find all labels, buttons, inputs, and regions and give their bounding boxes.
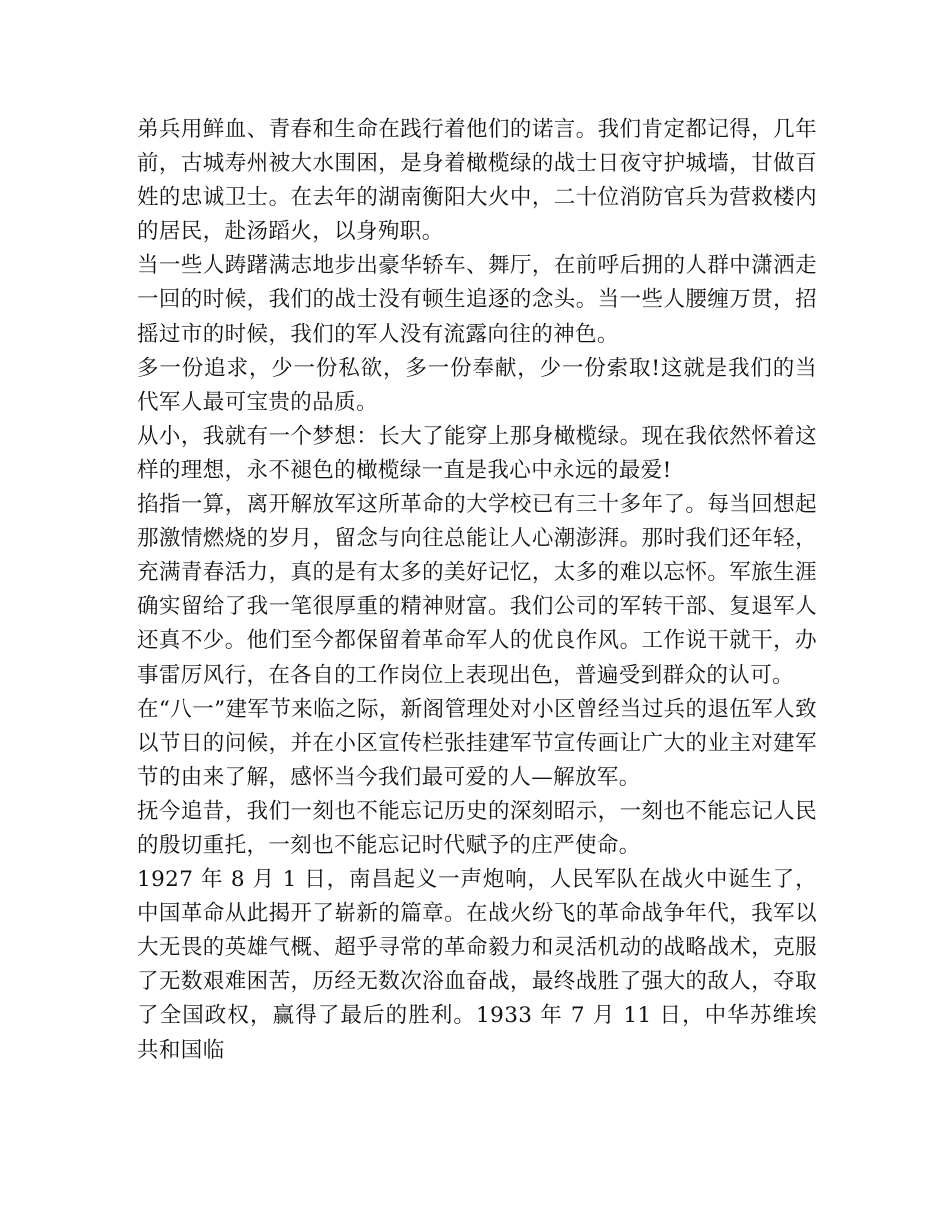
paragraph: 弟兵用鲜血、青春和生命在践行着他们的诺言。我们肯定都记得，几年前，古城寿州被大水围困，是身着橄榄绿的战士日夜守护城墙，甘做百姓的忠诚卫士。在去年的湖南衡阳大火中，二十位消防官兵为营救楼内的居民，赴汤蹈火，以身殉职。 <box>137 117 817 245</box>
paragraph: 多一份追求，少一份私欲，多一份奉献，少一份索取!这就是我们的当代军人最可宝贵的品质。 <box>137 355 817 415</box>
document-body <box>137 113 817 1068</box>
paragraph: 1927 年 8 月 1 日，南昌起义一声炮响，人民军队在战火中诞生了，中国革命从此揭开了崭新的篇章。在战火纷飞的革命战争年代，我军以大无畏的英雄气概、超乎寻常的革命毅力和灵活机动的战略战术，克服了无数艰难困苦，历经无数次浴血奋战，最终战胜了强大的敌人，夺取了全国政权，赢得了最后的胜利。1933 年 7 月 11 日，中华苏维埃共和国临 <box>137 867 817 1063</box>
paragraph: 抚今追昔，我们一刻也不能忘记历史的深刻昭示，一刻也不能忘记人民的殷切重托，一刻也不能忘记时代赋予的庄严使命。 <box>137 798 817 858</box>
paragraph: 在“八一”建军节来临之际，新阁管理处对小区曾经当过兵的退伍军人致以节日的问候，并在小区宣传栏张挂建军节宣传画让广大的业主对建军节的由来了解，感怀当今我们最可爱的人—解放军。 <box>137 696 817 790</box>
paragraph: 从小，我就有一个梦想：长大了能穿上那身橄榄绿。现在我依然怀着这样的理想，永不褪色的橄榄绿一直是我心中永远的最爱! <box>137 423 817 483</box>
paragraph: 当一些人踌躇满志地步出豪华轿车、舞厅，在前呼后拥的人群中潇洒走一回的时候，我们的战士没有顿生追逐的念头。当一些人腰缠万贯，招摇过市的时候，我们的军人没有流露向往的神色。 <box>137 253 817 347</box>
paragraph: 掐指一算，离开解放军这所革命的大学校已有三十多年了。每当回想起那激情燃烧的岁月，留念与向往总能让人心潮澎湃。那时我们还年轻，充满青春活力，真的是有太多的美好记忆，太多的难以忘怀。军旅生涯确实留给了我一笔很厚重的精神财富。我们公司的军转干部、复退军人还真不少。他们至今都保留着革命军人的优良作风。工作说干就干，办事雷厉风行，在各自的工作岗位上表现出色，普遍受到群众的认可。 <box>137 492 817 688</box>
